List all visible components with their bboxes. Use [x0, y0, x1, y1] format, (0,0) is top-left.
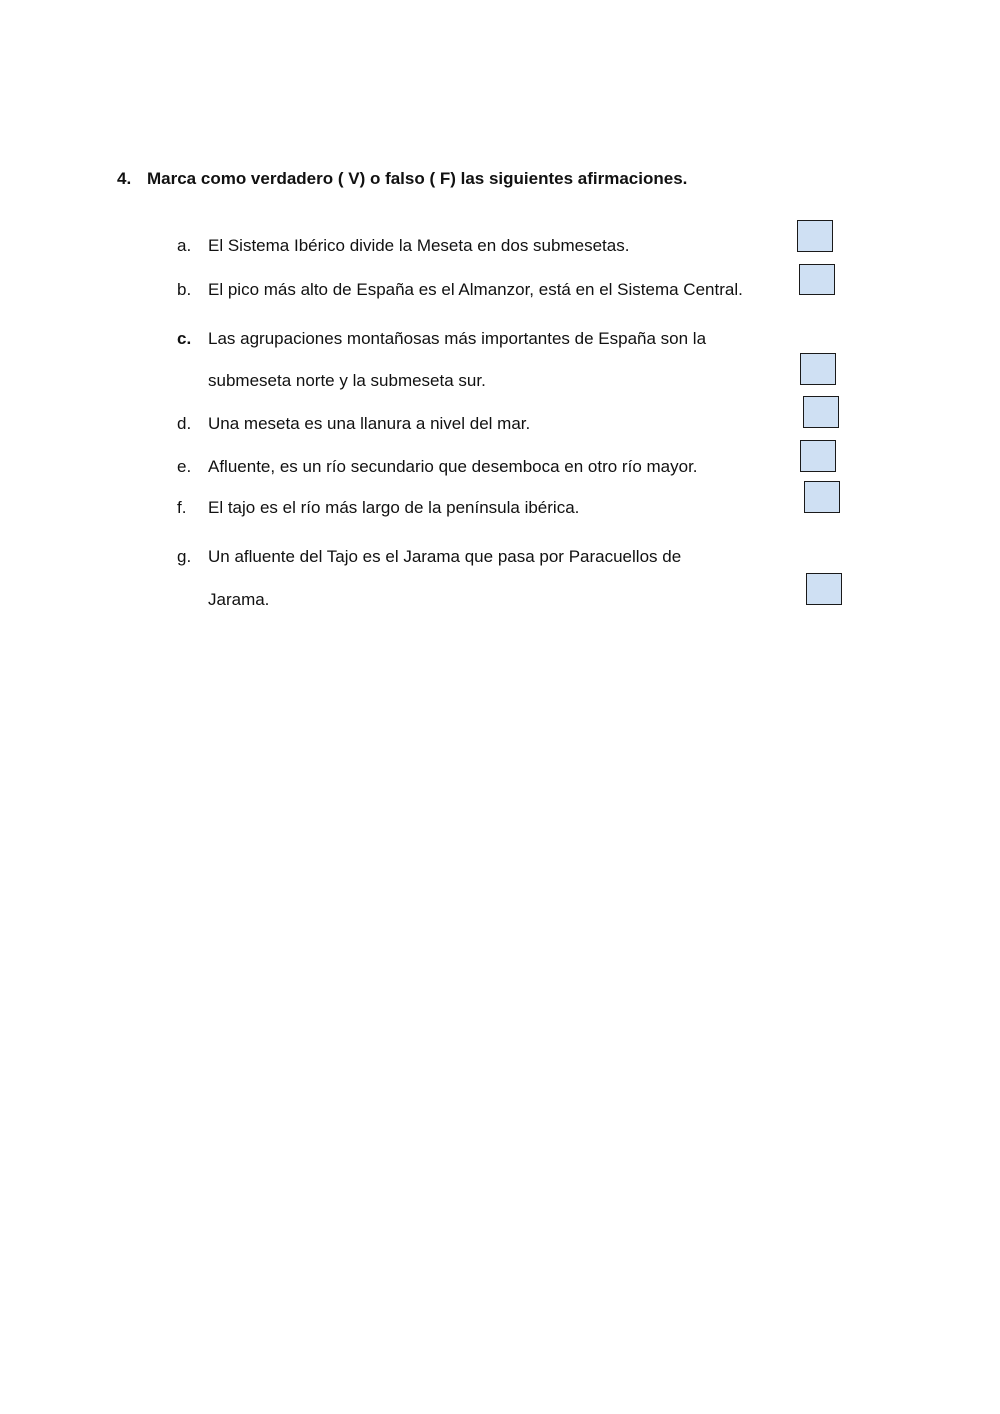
answer-box-b[interactable]	[799, 264, 835, 295]
question-text: Marca como verdadero ( V) o falso ( F) las siguientes afirmaciones.	[147, 169, 688, 188]
item-marker-a: a.	[177, 236, 192, 255]
item-text-a: El Sistema Ibérico divide la Meseta en dos submesetas.	[208, 236, 630, 255]
item-marker-g: g.	[177, 547, 192, 566]
item-text-f: El tajo es el río más largo de la península ibérica.	[208, 498, 580, 517]
item-marker-b: b.	[177, 280, 192, 299]
answer-box-e[interactable]	[800, 440, 836, 472]
item-text-c-line2: submeseta norte y la submeseta sur.	[208, 371, 486, 390]
item-text-d: Una meseta es una llanura a nivel del mar.	[208, 414, 531, 433]
item-marker-c: c.	[177, 329, 192, 348]
answer-box-f[interactable]	[804, 481, 840, 513]
item-marker-f: f.	[177, 498, 187, 517]
item-marker-e: e.	[177, 457, 192, 476]
answer-box-g[interactable]	[806, 573, 842, 605]
item-text-c-line1: Las agrupaciones montañosas más importantes de España son la	[208, 329, 707, 348]
answer-box-d[interactable]	[803, 396, 839, 428]
question-number: 4.	[117, 169, 132, 188]
question-title	[117, 169, 687, 189]
answer-box-c[interactable]	[800, 353, 836, 385]
answer-box-a[interactable]	[797, 220, 833, 252]
item-text-e: Afluente, es un río secundario que desemboca en otro río mayor.	[208, 457, 698, 476]
item-text-b: El pico más alto de España es el Almanzor, está en el Sistema Central.	[208, 280, 743, 299]
item-marker-d: d.	[177, 414, 192, 433]
item-text-g-line2: Jarama.	[208, 590, 270, 609]
item-text-g-line1: Un afluente del Tajo es el Jarama que pasa por Paracuellos de	[208, 547, 682, 566]
